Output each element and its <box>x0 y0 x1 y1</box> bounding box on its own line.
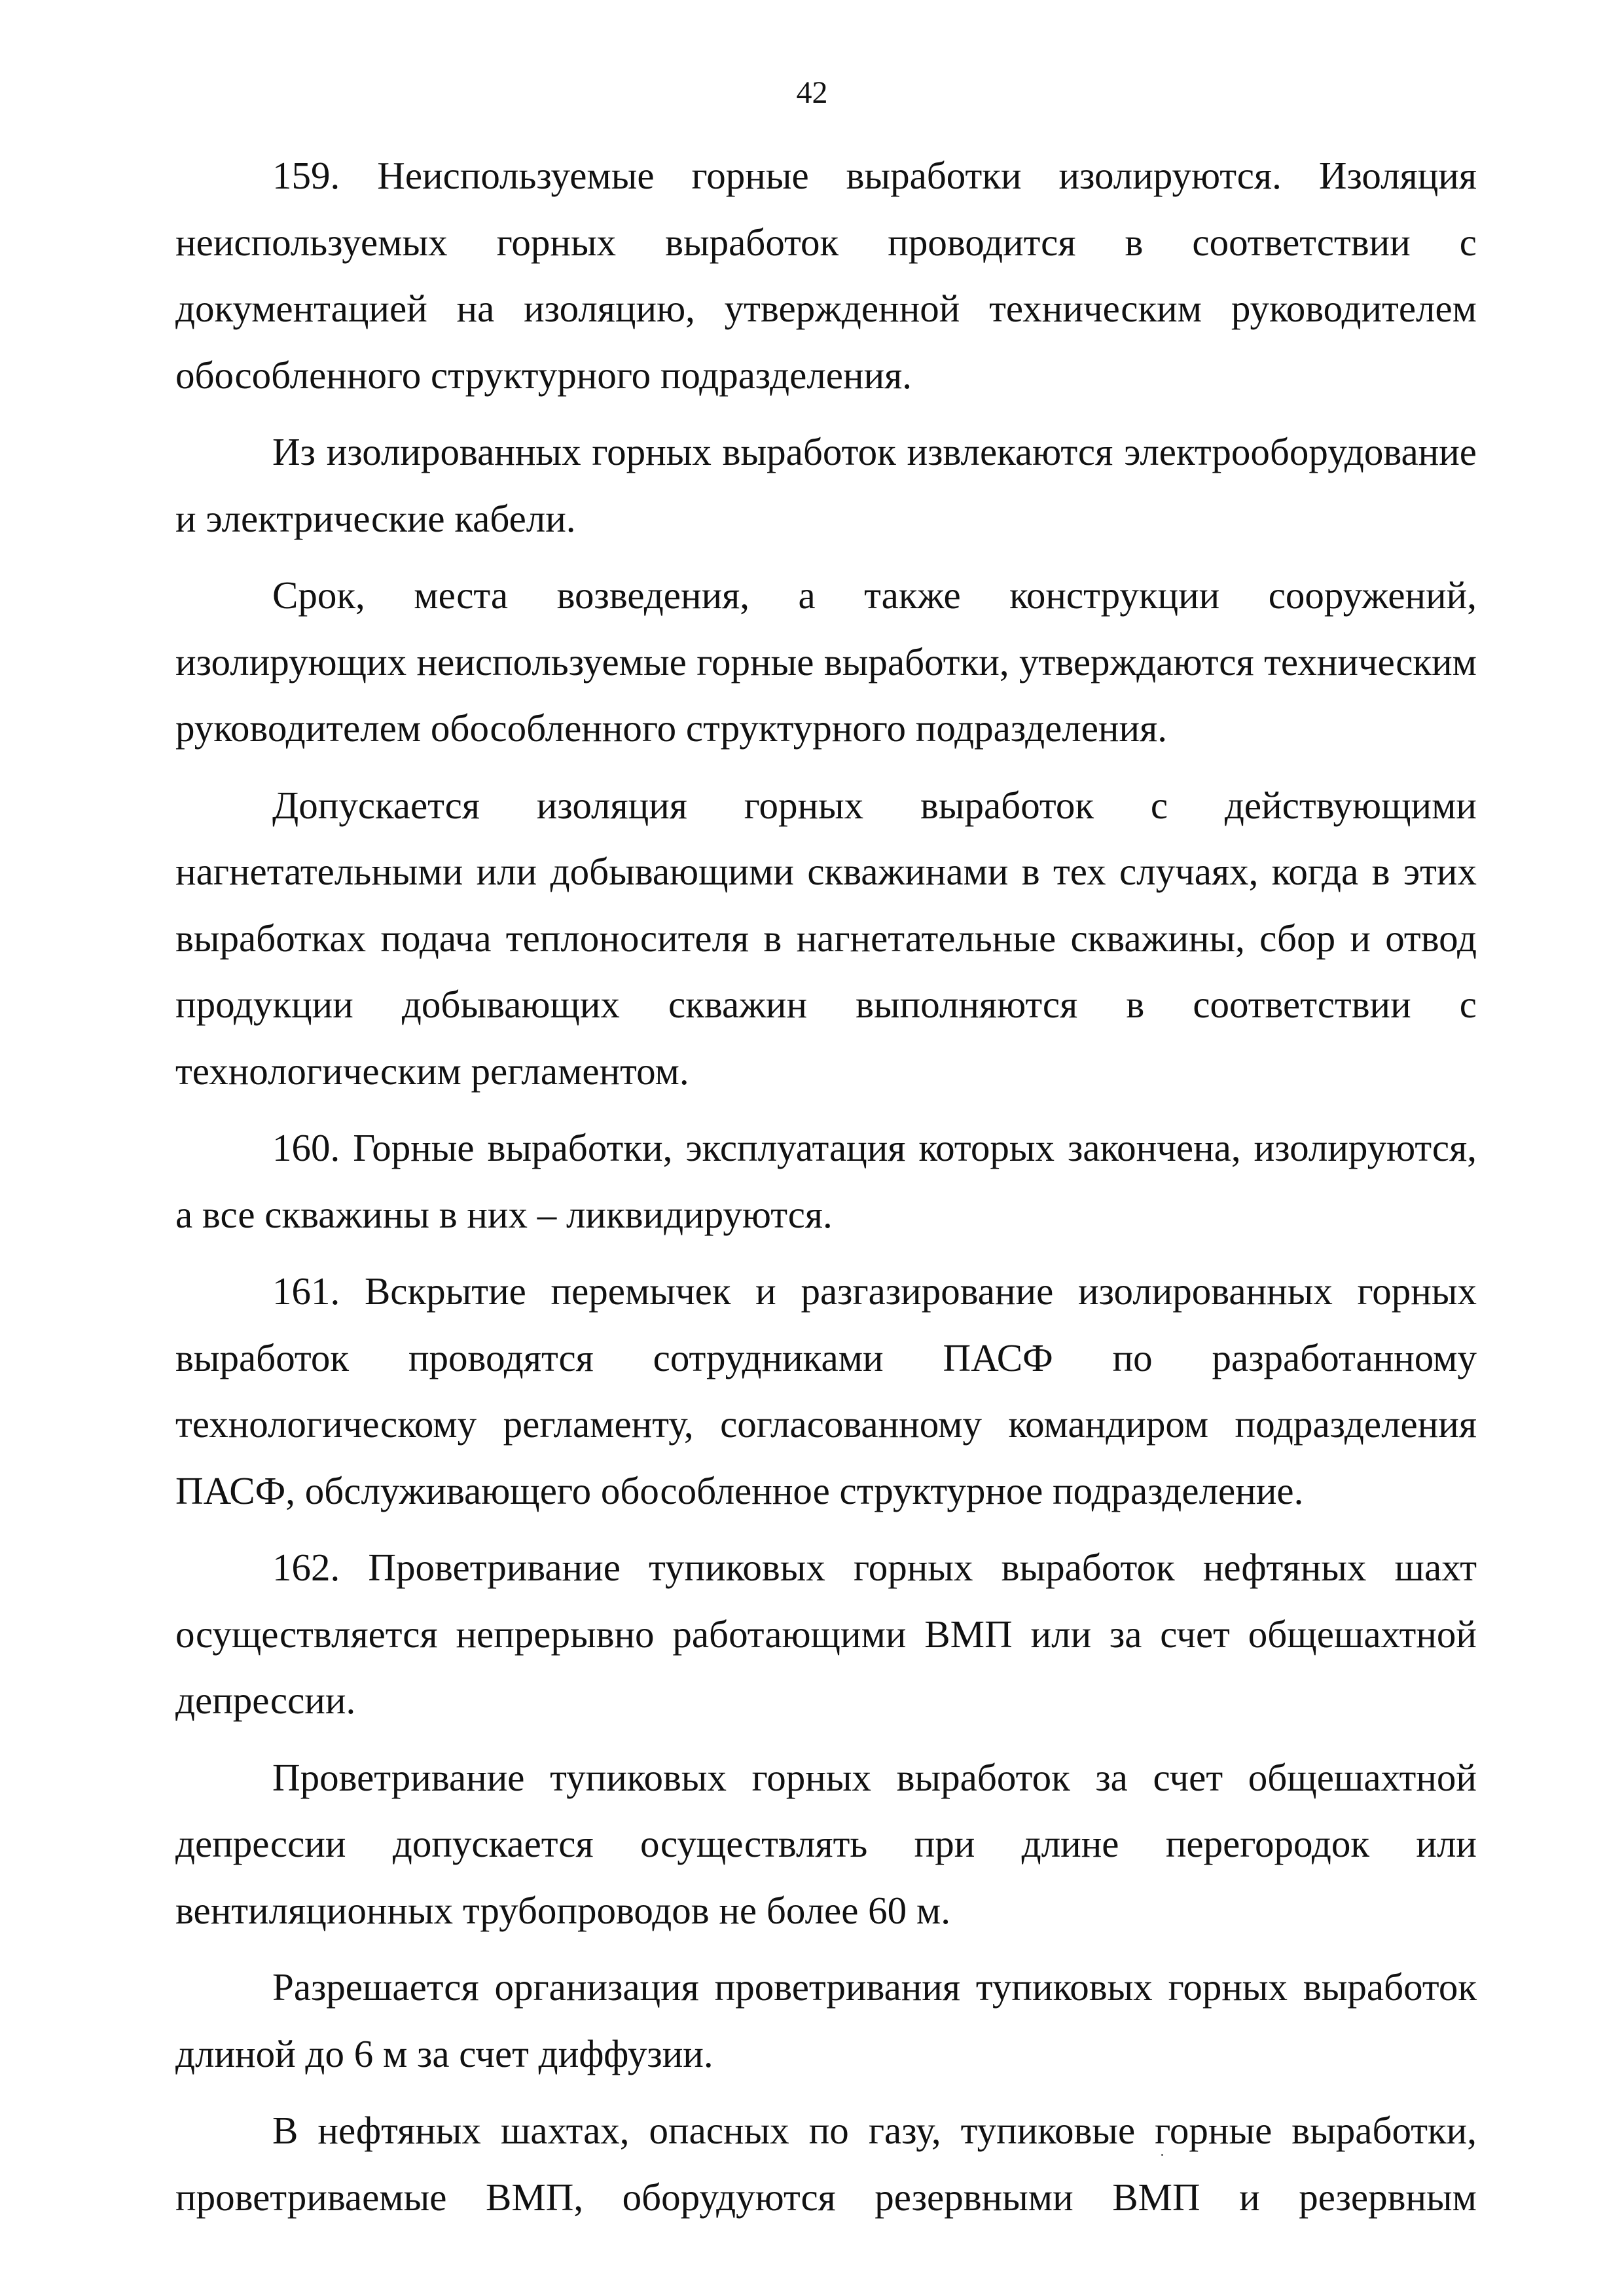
paragraph-162: 162. Проветривание тупиковых горных выработок нефтяных шахт осуществляется непрерывно работающими ВМП или за счет общешахтной депрессии. <box>175 1546 1477 1722</box>
scan-speck <box>1161 2154 1163 2156</box>
paragraph-159: 159. Неиспользуемые горные выработки изолируются. Изоляция неиспользуемых горных выработок проводится в соответствии с документацией на изоляцию, утвержденной техническим руководителем обособленного структурного подразделения. <box>175 154 1477 397</box>
paragraph-159-equipment-removal: Из изолированных горных выработок извлекаются электрооборудование и электрические кабели. <box>175 430 1477 540</box>
page-number: 42 <box>796 75 828 110</box>
paragraph-161: 161. Вскрытие перемычек и разгазирование изолированных горных выработок проводятся сотрудниками ПАСФ по разработанному технологическому регламенту, согласованному командиром подразделения ПАСФ, обслуживающего обособленное структурное подразделение. <box>175 1269 1477 1512</box>
paragraph-162-diffusion: Разрешается организация проветривания тупиковых горных выработок длиной до 6 м за счет диффузии. <box>175 1965 1477 2075</box>
document-body <box>175 143 1477 2241</box>
paragraph-162-depression-ventilation: Проветривание тупиковых горных выработок за счет общешахтной депрессии допускается осуществлять при длине перегородок или вентиляционных трубопроводов не более 60 м. <box>175 1755 1477 1932</box>
paragraph-159-construction-approval: Срок, места возведения, а также конструкции сооружений, изолирующих неиспользуемые горные выработки, утверждаются техническим руководителем обособленного структурного подразделения. <box>175 574 1477 750</box>
paragraph-160: 160. Горные выработки, эксплуатация которых закончена, изолируются, а все скважины в них – ликвидируются. <box>175 1126 1477 1236</box>
paragraph-162-gas-mines: В нефтяных шахтах, опасных по газу, тупиковые горные выработки, проветриваемые ВМП, оборудуются резервными ВМП и резервным <box>175 2109 1477 2219</box>
paragraph-159-wells-isolation: Допускается изоляция горных выработок с действующими нагнетательными или добывающими скважинами в тех случаях, когда в этих выработках подача теплоносителя в нагнетательные скважины, сбор и отвод продукции добывающих скважин выполняются в соответствии с технологическим регламентом. <box>175 783 1477 1093</box>
